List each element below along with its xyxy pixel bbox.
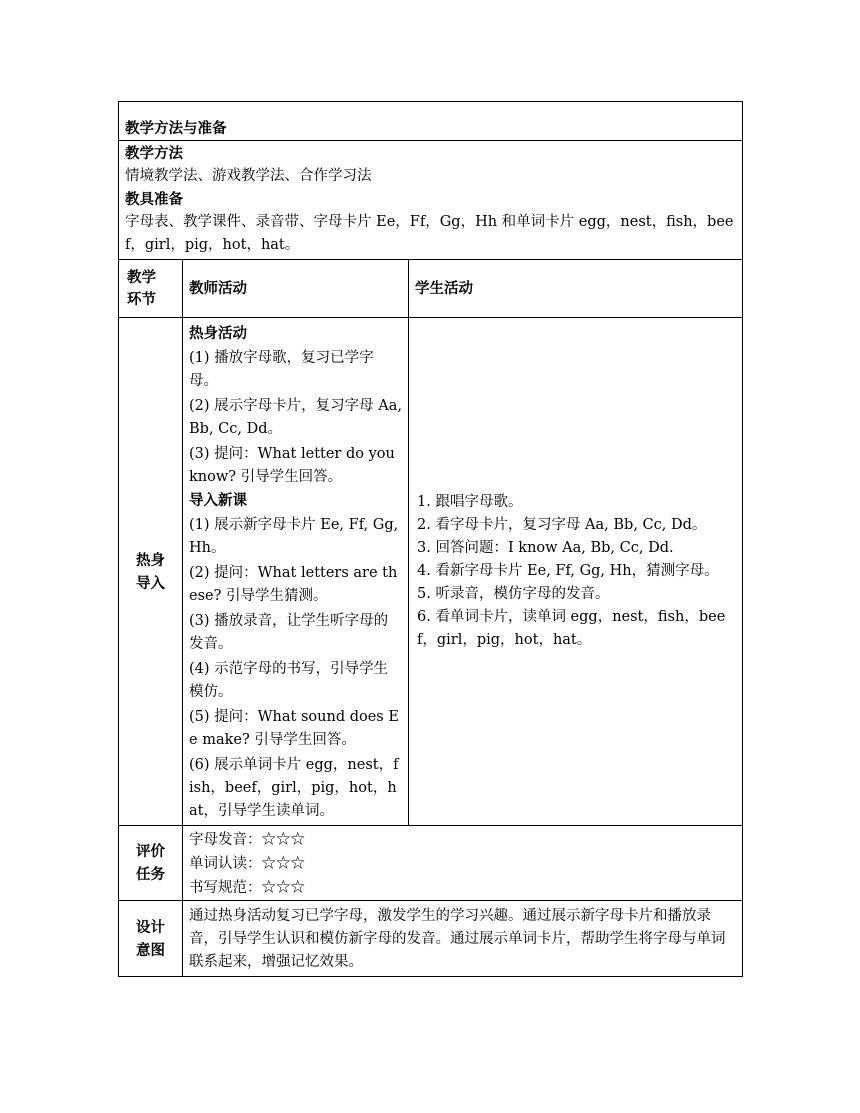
student-item: 6. 看单词卡片，读单词 egg，nest，fish，beef，girl，pig，hot，hat。 [417, 609, 726, 648]
teacher-item: (1) 展示新字母卡片 Ee, Ff, Gg, Hh。 [189, 517, 399, 556]
section-title: 教学方法与准备 [119, 102, 743, 141]
warmup-stage-text: 热身导入 [135, 551, 165, 592]
warmup-row [119, 318, 743, 826]
warmup-teacher-cell [183, 318, 409, 826]
header-stage-text: 教学环节 [127, 268, 156, 308]
warmup-student-cell [409, 318, 743, 826]
evaluation-stage [119, 826, 183, 901]
teacher-item: (5) 提问：What sound does Ee make? 引导学生回答。 [189, 709, 399, 748]
methods-heading: 教学方法 [125, 145, 183, 162]
section-title-row [119, 102, 743, 141]
design-stage-text: 设计意图 [135, 918, 165, 959]
teacher-item: (4) 示范字母的书写，引导学生模仿。 [189, 661, 389, 700]
evaluation-item: 字母发音：☆☆☆ [189, 832, 305, 848]
student-item: 3. 回答问题：I know Aa, Bb, Cc, Dd. [417, 540, 674, 556]
teacher-item: (3) 播放录音，让学生听字母的发音。 [189, 613, 389, 652]
evaluation-item: 书写规范：☆☆☆ [189, 880, 305, 896]
student-item: 4. 看新字母卡片 Ee, Ff, Gg, Hh，猜测字母。 [417, 563, 719, 579]
warmup-stage [119, 318, 183, 826]
teacher-item: (3) 提问：What letter do you know? 引导学生回答。 [189, 446, 395, 485]
header-teacher: 教师活动 [183, 260, 409, 318]
design-stage [119, 901, 183, 977]
evaluation-row [119, 826, 743, 901]
evaluation-item: 单词认读：☆☆☆ [189, 856, 305, 872]
warmup-heading: 热身活动 [189, 325, 247, 342]
teacher-item: (2) 提问：What letters are these? 引导学生猜测。 [189, 565, 398, 604]
teacher-item: (2) 展示字母卡片，复习字母 Aa, Bb, Cc, Dd。 [189, 398, 402, 437]
student-item: 5. 听录音，模仿字母的发音。 [417, 586, 610, 602]
student-item: 2. 看字母卡片，复习字母 Aa, Bb, Cc, Dd。 [417, 517, 707, 533]
methods-text: 情境教学法、游戏教学法、合作学习法 [125, 168, 372, 184]
prep-heading: 教具准备 [125, 191, 183, 208]
prep-text: 字母表、教学课件、录音带、字母卡片 Ee，Ff，Gg，Hh 和单词卡片 egg，nest，fish，beef，girl，pig，hot，hat。 [125, 214, 734, 253]
header-row [119, 260, 743, 318]
design-cell: 通过热身活动复习已学字母，激发学生的学习兴趣。通过展示新字母卡片和播放录音，引导学生认识和模仿新字母的发音。通过展示单词卡片，帮助学生将字母与单词联系起来，增强记忆效果。 [183, 901, 743, 977]
evaluation-cell [183, 826, 743, 901]
lead-in-heading: 导入新课 [189, 492, 247, 509]
lesson-plan-table [118, 101, 743, 977]
design-row [119, 901, 743, 977]
student-item: 1. 跟唱字母歌。 [417, 494, 523, 510]
teacher-item: (1) 播放字母歌，复习已学字母。 [189, 350, 374, 389]
header-stage [119, 260, 183, 318]
methods-row [119, 141, 743, 260]
teacher-item: (6) 展示单词卡片 egg，nest，fish，beef，girl，pig，hot，hat，引导学生读单词。 [189, 757, 399, 819]
methods-cell [119, 141, 743, 260]
lesson-plan-page [118, 101, 742, 977]
evaluation-stage-text: 评价任务 [135, 843, 165, 883]
header-student: 学生活动 [409, 260, 743, 318]
